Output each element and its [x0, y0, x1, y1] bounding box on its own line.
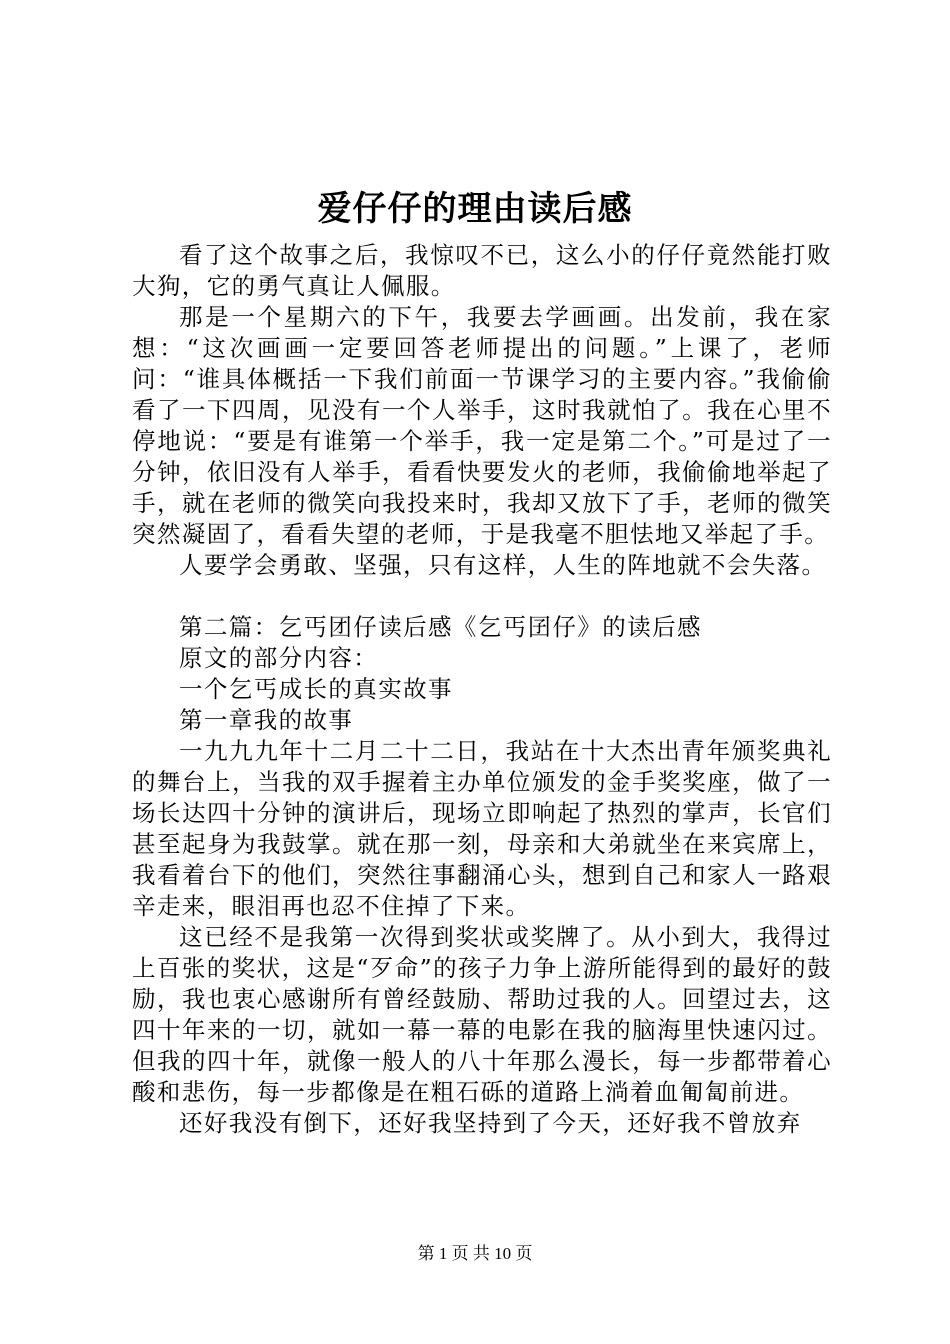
- document-body: [132, 240, 832, 1139]
- excerpt-label: 原文的部分内容：: [179, 644, 379, 672]
- paragraph-3: 人要学会勇敢、坚强，只有这样，人生的阵地就不会失落。: [179, 551, 827, 579]
- chapter-heading: 第一章我的故事: [179, 706, 354, 734]
- section-heading: 第二篇：乞丐团仔读后感《乞丐囝仔》的读后感: [179, 613, 702, 641]
- document-title: 爱仔仔的理由读后感: [317, 189, 633, 229]
- paragraph-1: 看了这个故事之后，我惊叹不已，这么小的仔仔竟然能打败大狗，它的勇气真让人佩服。: [132, 241, 832, 300]
- page-footer: 第 1 页 共 10 页: [417, 1244, 533, 1263]
- book-subtitle: 一个乞丐成长的真实故事: [179, 675, 453, 703]
- paragraph-5: 这已经不是我第一次得到奖状或奖牌了。从小到大，我得过上百张的奖状，这是“歹命”的孩子力争上游所能得到的最好的鼓励，我也衷心感谢所有曾经鼓励、帮助过我的人。回望过去，这四十年来的一切，就如一幕一幕的电影在我的脑海里快速闪过。但我的四十年，就像一般人的八十年那么漫长，每一步都带着心酸和悲伤，每一步都像是在粗石砾的道路上淌着血匍匐前进。: [132, 923, 832, 1106]
- paragraph-6: 还好我没有倒下，还好我坚持到了今天，还好我不曾放弃: [179, 1109, 802, 1137]
- paragraph-2: 那是一个星期六的下午，我要去学画画。出发前，我在家想：“这次画画一定要回答老师提出的问题。”上课了，老师问：“谁具体概括一下我们前面一节课学习的主要内容。”我偷偷看了一下四周，见没有一个人举手，这时我就怕了。我在心里不停地说：“要是有谁第一个举手，我一定是第二个。”可是过了一分钟，依旧没有人举手，看看快要发火的老师，我偷偷地举起了手，就在老师的微笑向我投来时，我却又放下了手，老师的微笑突然凝固了，看看失望的老师，于是我毫不胆怯地又举起了手。: [132, 303, 832, 548]
- paragraph-4: 一九九九年十二月二十二日，我站在十大杰出青年颁奖典礼的舞台上，当我的双手握着主办单位颁发的金手奖奖座，做了一场长达四十分钟的演讲后，现场立即响起了热烈的掌声，长官们甚至起身为我鼓掌。就在那一刻，母亲和大弟就坐在来宾席上，我看着台下的他们，突然往事翻涌心头，想到自己和家人一路艰辛走来，眼泪再也忍不住掉了下来。: [132, 737, 832, 920]
